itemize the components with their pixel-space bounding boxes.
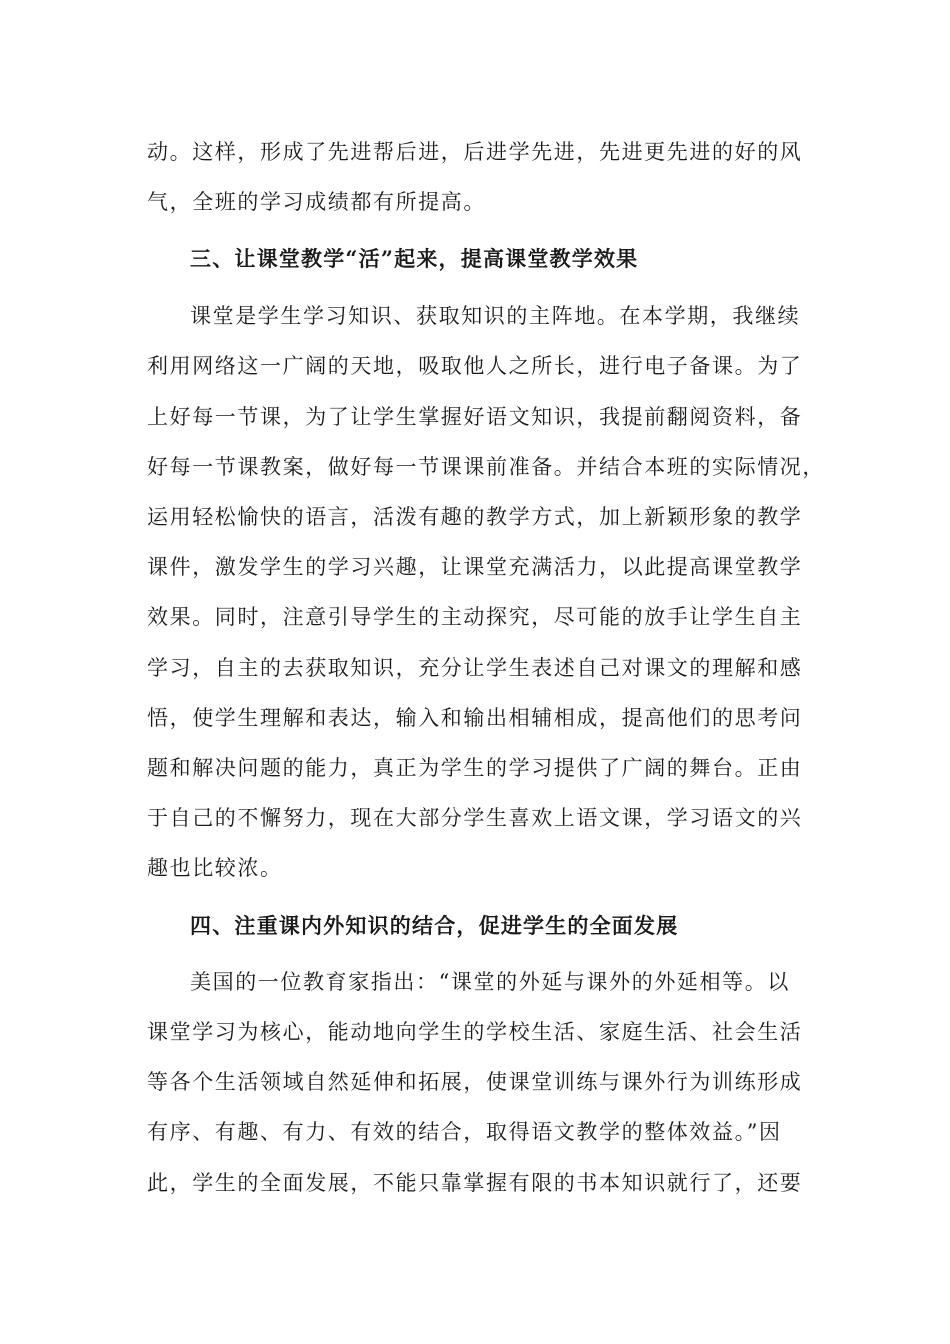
paragraph-2-line-4: 好每一节课教案，做好每一节课课前准备。并结合本班的实际情况，: [147, 455, 825, 479]
paragraph-2-line-10: 题和解决问题的能力，真正为学生的学习提供了广阔的舞台。正由: [147, 756, 803, 780]
paragraph-1-line-1: 动。这样，形成了先进帮后进，后进学先进，先进更先进的好的风: [147, 140, 803, 164]
paragraph-1-line-2: 气，全班的学习成绩都有所提高。: [147, 190, 486, 214]
paragraph-3-line-3: 等各个生活领域自然延伸和拓展，使课堂训练与课外行为训练形成: [147, 1070, 803, 1094]
section-heading-3: 三、让课堂教学“活”起来，提高课堂教学效果: [190, 246, 639, 271]
paragraph-3-line-1: 美国的一位教育家指出：“课堂的外延与课外的外延相等。以: [190, 970, 790, 994]
paragraph-2-line-6: 课件，激发学生的学习兴趣，让课堂充满活力，以此提高课堂教学: [147, 555, 803, 579]
paragraph-2-line-3: 上好每一节课，为了让学生掌握好语文知识，我提前翻阅资料，备: [147, 405, 803, 429]
paragraph-2-line-5: 运用轻松愉快的语言，活泼有趣的教学方式，加上新颖形象的教学: [147, 505, 803, 529]
paragraph-2-line-1: 课堂是学生学习知识、获取知识的主阵地。在本学期，我继续: [190, 304, 801, 328]
paragraph-2-line-7: 效果。同时，注意引导学生的主动探究，尽可能的放手让学生自主: [147, 605, 803, 629]
paragraph-2-line-2: 利用网络这一广阔的天地，吸取他人之所长，进行电子备课。为了: [147, 354, 803, 378]
paragraph-2-line-11: 于自己的不懈努力，现在大部分学生喜欢上语文课，学习语文的兴: [147, 806, 803, 830]
paragraph-2-line-9: 悟，使学生理解和表达，输入和输出相辅相成，提高他们的思考问: [147, 706, 803, 730]
paragraph-3-line-2: 课堂学习为核心，能动地向学生的学校生活、家庭生活、社会生活: [147, 1020, 803, 1044]
section-heading-4: 四、注重课内外知识的结合，促进学生的全面发展: [190, 913, 679, 938]
paragraph-2-line-8: 学习，自主的去获取知识，充分让学生表述自己对课文的理解和感: [147, 656, 803, 680]
paragraph-2-line-12: 趣也比较浓。: [147, 856, 283, 880]
paragraph-3-line-4: 有序、有趣、有力、有效的结合，取得语文教学的整体效益。”因: [147, 1120, 782, 1144]
paragraph-3-line-5: 此，学生的全面发展，不能只靠掌握有限的书本知识就行了，还要: [147, 1171, 803, 1195]
